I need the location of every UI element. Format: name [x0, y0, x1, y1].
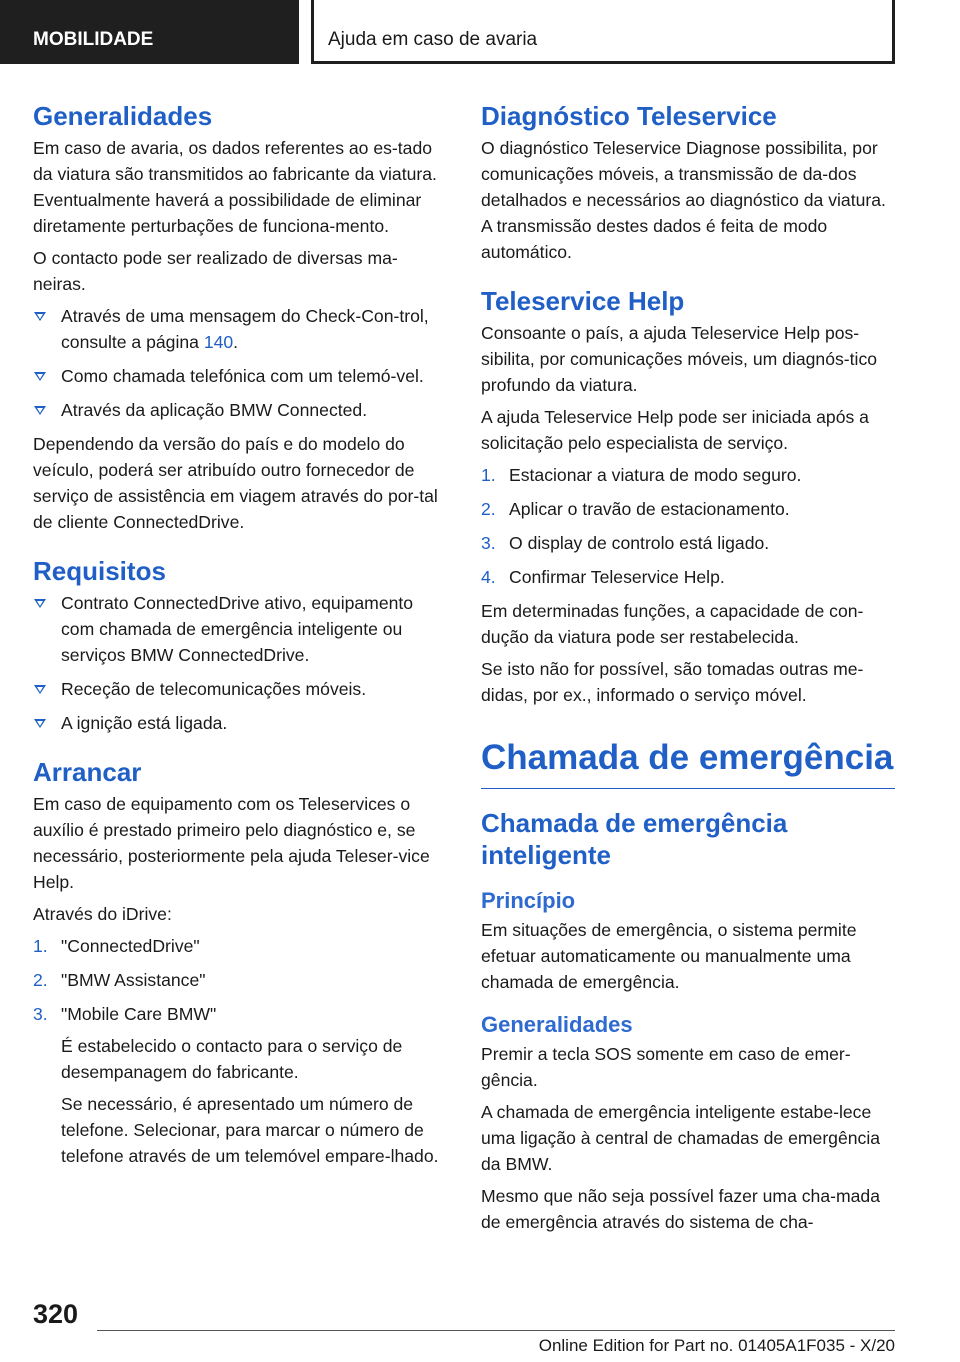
- step-subtext: É estabelecido o contacto para o serviço de desempanagem do fabricante.: [61, 1036, 403, 1082]
- step-item: [33, 967, 448, 993]
- step-item: [481, 462, 895, 488]
- step-text: O display de controlo está ligado.: [509, 533, 770, 553]
- list-item: [33, 303, 448, 355]
- header-section-label: MOBILIDADE: [0, 0, 299, 64]
- paragraph: Em caso de avaria, os dados referentes ao es-tado da viatura são transmitidos ao fabricante da viatura. Eventualmente haverá a possibilidade de eliminar diretamente perturbações de funciona-mento.: [33, 138, 437, 236]
- paragraph: Através do iDrive:: [33, 904, 172, 924]
- page-link[interactable]: 140: [203, 332, 234, 352]
- idrive-steps-list: [33, 933, 448, 1169]
- step-item: [481, 530, 895, 556]
- step-number: 1.: [481, 465, 496, 485]
- paragraph: Em situações de emergência, o sistema permite efetuar automaticamente ou manualmente uma chamada de emergência.: [481, 920, 857, 992]
- list-item-text: Como chamada telefónica com um telemó-vel.: [61, 366, 424, 386]
- triangle-bullet-icon: [34, 406, 46, 415]
- step-number: 2.: [481, 499, 496, 519]
- paragraph: Consoante o país, a ajuda Teleservice Help pos-sibilita, por comunicações móveis, um diagnós-tico profundo da viatura.: [481, 323, 878, 395]
- paragraph: Em determinadas funções, a capacidade de con-dução da viatura pode ser restabelecida.: [481, 601, 864, 647]
- step-item: [481, 564, 895, 590]
- heading-chamada-de-emergencia: Chamada de emergência: [481, 736, 895, 789]
- list-item-text: Através de uma mensagem do Check-Con-trol, consulte a página: [61, 306, 429, 352]
- heading-principio: Princípio: [481, 888, 576, 913]
- footer-edition: Online Edition for Part no. 01405A1F035 - X/20: [538, 1336, 895, 1355]
- page-number: 320: [33, 1299, 79, 1329]
- requirements-list: [33, 590, 448, 736]
- step-text: "Mobile Care BMW": [61, 1004, 217, 1024]
- paragraph: O diagnóstico Teleservice Diagnose possibilita, por comunicações móveis, a transmissão de da-dos detalhados e necessários ao diagnóstico da viatura. A transmissão destes dados é feita de modo automático.: [481, 138, 886, 262]
- heading-requisitos: Requisitos: [33, 556, 166, 586]
- paragraph: Mesmo que não seja possível fazer uma cha-mada de emergência através do sistema de cha-: [481, 1186, 880, 1232]
- list-item: [33, 590, 448, 668]
- right-column: [481, 100, 895, 1241]
- left-column: [33, 100, 448, 1177]
- list-item-text: A ignição está ligada.: [61, 713, 228, 733]
- paragraph: A ajuda Teleservice Help pode ser iniciada após a solicitação pelo especialista de serviço.: [481, 407, 869, 453]
- list-item-text: Através da aplicação BMW Connected.: [61, 400, 368, 420]
- list-item: [33, 363, 448, 389]
- paragraph: Premir a tecla SOS somente em caso de emer-gência.: [481, 1044, 851, 1090]
- paragraph: Se isto não for possível, são tomadas outras me-didas, por ex., informado o serviço móvel.: [481, 659, 864, 705]
- heading-teleservice-help: Teleservice Help: [481, 286, 685, 316]
- paragraph: Em caso de equipamento com os Teleservices o auxílio é prestado primeiro pelo diagnóstico e, se necessário, posteriormente pela ajuda Teleser-vice Help.: [33, 794, 430, 892]
- step-text: Estacionar a viatura de modo seguro.: [509, 465, 802, 485]
- step-item: [481, 496, 895, 522]
- list-item: [33, 397, 448, 423]
- list-item-text: Contrato ConnectedDrive ativo, equipamento com chamada de emergência inteligente ou serviços BMW ConnectedDrive.: [61, 593, 414, 665]
- teleservice-steps-list: [481, 462, 895, 590]
- triangle-bullet-icon: [34, 599, 46, 608]
- step-subtext: Se necessário, é apresentado um número de telefone. Selecionar, para marcar o número de telefone através de um telemóvel empare-lhado.: [61, 1094, 439, 1166]
- step-item: [33, 933, 448, 959]
- step-number: 3.: [481, 533, 496, 553]
- list-item-text-end: .: [233, 332, 239, 352]
- triangle-bullet-icon: [34, 372, 46, 381]
- step-text: "BMW Assistance": [61, 970, 206, 990]
- step-number: 3.: [33, 1004, 48, 1024]
- heading-generalidades-sub: Generalidades: [481, 1012, 633, 1037]
- heading-arrancar: Arrancar: [33, 757, 142, 787]
- list-item: [33, 710, 448, 736]
- heading-generalidades: Generalidades: [33, 101, 213, 131]
- step-item: [33, 1001, 448, 1169]
- step-number: 4.: [481, 567, 496, 587]
- step-text: "ConnectedDrive": [61, 936, 200, 956]
- step-number: 2.: [33, 970, 48, 990]
- paragraph: Dependendo da versão do país e do modelo do veículo, poderá ser atribuído outro fornecedor de serviço de assistência em viagem através do por-tal de cliente ConnectedDrive.: [33, 434, 438, 532]
- step-text: Confirmar Teleservice Help.: [509, 567, 725, 587]
- list-item-text: Receção de telecomunicações móveis.: [61, 679, 367, 699]
- triangle-bullet-icon: [34, 312, 46, 321]
- step-number: 1.: [33, 936, 48, 956]
- paragraph: A chamada de emergência inteligente estabe-lece uma ligação à central de chamadas de emergência da BMW.: [481, 1102, 881, 1174]
- list-item: [33, 676, 448, 702]
- triangle-bullet-icon: [34, 719, 46, 728]
- triangle-bullet-icon: [34, 685, 46, 694]
- contact-methods-list: [33, 303, 448, 423]
- heading-chamada-inteligente: Chamada de emergência inteligente: [481, 808, 788, 870]
- footer-divider: [97, 1330, 895, 1331]
- header-chapter-title: Ajuda em caso de avaria: [311, 0, 895, 64]
- heading-diagnostico-teleservice: Diagnóstico Teleservice: [481, 101, 777, 131]
- step-text: Aplicar o travão de estacionamento.: [509, 499, 790, 519]
- paragraph: O contacto pode ser realizado de diversas ma-neiras.: [33, 248, 398, 294]
